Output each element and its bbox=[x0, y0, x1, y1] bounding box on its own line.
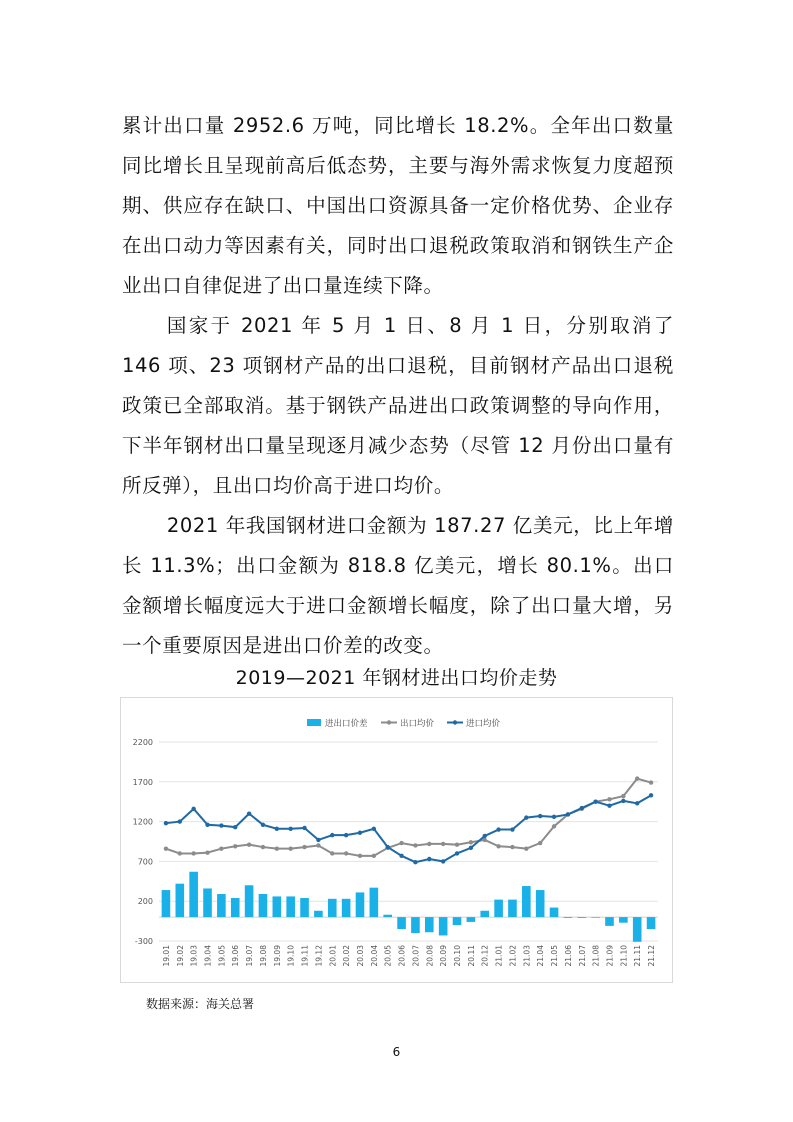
point-import-price bbox=[566, 812, 570, 816]
bar-price-gap bbox=[342, 899, 351, 917]
point-import-price bbox=[178, 819, 182, 823]
point-import-price bbox=[288, 827, 292, 831]
x-tick-label: 19.01 bbox=[161, 945, 171, 967]
data-source-note: 数据来源：海关总署 bbox=[146, 997, 255, 1011]
x-tick-label: 21.05 bbox=[550, 945, 560, 967]
bar-price-gap bbox=[189, 872, 198, 917]
point-import-price bbox=[441, 859, 445, 863]
bar-price-gap bbox=[633, 917, 642, 942]
x-tick-label: 20.10 bbox=[453, 945, 463, 967]
point-import-price bbox=[455, 851, 459, 855]
x-tick-label: 21.01 bbox=[494, 945, 504, 967]
point-import-price bbox=[607, 803, 611, 807]
bar-price-gap bbox=[259, 894, 268, 917]
point-export-price bbox=[469, 840, 473, 844]
x-tick-label: 19.02 bbox=[175, 945, 185, 967]
point-import-price bbox=[552, 815, 556, 819]
bar-price-gap bbox=[245, 885, 254, 917]
x-tick-label: 21.12 bbox=[647, 945, 657, 967]
point-import-price bbox=[427, 857, 431, 861]
bar-price-gap bbox=[467, 917, 476, 922]
bar-price-gap bbox=[480, 911, 489, 917]
point-import-price bbox=[593, 800, 597, 804]
x-tick-label: 19.10 bbox=[286, 945, 296, 967]
point-export-price bbox=[427, 842, 431, 846]
legend-label: 进出口价差 bbox=[325, 719, 368, 729]
x-tick-label: 20.02 bbox=[342, 945, 352, 967]
x-tick-label: 21.03 bbox=[522, 945, 532, 967]
x-tick-label: 20.03 bbox=[355, 945, 365, 967]
x-tick-label: 20.06 bbox=[397, 945, 407, 967]
point-export-price bbox=[219, 846, 223, 850]
x-tick-label: 21.10 bbox=[619, 945, 629, 967]
y-tick-label: 1700 bbox=[132, 777, 153, 787]
point-export-price bbox=[607, 797, 611, 801]
point-export-price bbox=[635, 776, 639, 780]
point-import-price bbox=[302, 826, 306, 830]
point-export-price bbox=[538, 841, 542, 845]
point-export-price bbox=[621, 794, 625, 798]
point-import-price bbox=[358, 831, 362, 835]
point-export-price bbox=[413, 843, 417, 847]
bar-price-gap bbox=[286, 896, 295, 917]
point-import-price bbox=[510, 827, 514, 831]
paragraph-3: 2021 年我国钢材进口金额为 187.27 亿美元，比上年增长 11.3%；出口金额为 818.8 亿美元，增长 80.1%。出口金额增长幅度远大于进口金额增长幅度，除了出口量大增，另一个重要原因是进出口价差的改变。 bbox=[122, 514, 674, 657]
point-export-price bbox=[649, 780, 653, 784]
x-tick-label: 19.05 bbox=[217, 945, 227, 967]
x-tick-label: 19.08 bbox=[258, 945, 268, 967]
x-tick-label: 20.05 bbox=[383, 945, 393, 967]
point-export-price bbox=[191, 851, 195, 855]
y-tick-label: 700 bbox=[137, 857, 153, 867]
bar-price-gap bbox=[314, 911, 323, 917]
point-export-price bbox=[316, 843, 320, 847]
point-export-price bbox=[524, 846, 528, 850]
bar-price-gap bbox=[536, 890, 545, 917]
point-import-price bbox=[399, 854, 403, 858]
point-import-price bbox=[621, 799, 625, 803]
point-import-price bbox=[219, 823, 223, 827]
bar-price-gap bbox=[494, 900, 503, 918]
point-import-price bbox=[413, 860, 417, 864]
bar-price-gap bbox=[175, 884, 184, 917]
point-import-price bbox=[191, 807, 195, 811]
point-import-price bbox=[649, 793, 653, 797]
bar-price-gap bbox=[231, 898, 240, 917]
paragraph-1: 累计出口量 2952.6 万吨，同比增长 18.2%。全年出口数量同比增长且呈现前高后低态势，主要与海外需求恢复力度超预期、供应存在缺口、中国出口资源具备一定价格优势、企业存在出口动力等因素有关，同时出口退税政策取消和钢铁生产企业出口自律促进了出口量连续下降。 bbox=[122, 114, 674, 297]
bar-price-gap bbox=[522, 886, 531, 917]
y-tick-label: 1200 bbox=[132, 817, 153, 827]
point-import-price bbox=[261, 823, 265, 827]
x-tick-label: 19.07 bbox=[245, 945, 255, 967]
bar-price-gap bbox=[273, 896, 282, 917]
bar-price-gap bbox=[508, 900, 517, 918]
point-export-price bbox=[275, 846, 279, 850]
point-export-price bbox=[233, 844, 237, 848]
page-number: 6 bbox=[392, 1045, 401, 1059]
legend-swatch-marker bbox=[387, 720, 391, 724]
x-tick-label: 19.11 bbox=[300, 945, 310, 967]
bar-price-gap bbox=[162, 890, 171, 917]
point-export-price bbox=[302, 845, 306, 849]
point-import-price bbox=[275, 827, 279, 831]
point-export-price bbox=[441, 842, 445, 846]
x-tick-label: 21.02 bbox=[508, 945, 518, 967]
point-import-price bbox=[330, 833, 334, 837]
point-export-price bbox=[455, 842, 459, 846]
x-tick-label: 21.09 bbox=[605, 945, 615, 967]
bar-price-gap bbox=[397, 917, 406, 929]
line-export-price bbox=[166, 779, 651, 856]
line-import-price bbox=[166, 795, 651, 862]
x-tick-label: 20.04 bbox=[369, 945, 379, 967]
point-export-price bbox=[496, 844, 500, 848]
bar-price-gap bbox=[647, 917, 656, 929]
x-tick-label: 20.01 bbox=[328, 945, 338, 967]
point-import-price bbox=[316, 838, 320, 842]
paragraph-2: 国家于 2021 年 5 月 1 日、8 月 1 日，分别取消了 146 项、23 项钢材产品的出口退税，目前钢材产品出口退税政策已全部取消。基于钢铁产品进出口政策调整的导向作用，下半年钢材出口量呈现逐月减少态势（尽管 12 月份出口量有所反弹），且出口均价高于进口均价。 bbox=[122, 314, 674, 497]
point-import-price bbox=[538, 814, 542, 818]
bar-price-gap bbox=[619, 917, 628, 923]
point-import-price bbox=[524, 815, 528, 819]
chart-frame bbox=[120, 697, 673, 983]
x-tick-label: 19.06 bbox=[231, 945, 241, 967]
x-tick-label: 21.04 bbox=[536, 945, 546, 967]
x-tick-label: 19.12 bbox=[314, 945, 324, 967]
bar-price-gap bbox=[425, 917, 434, 932]
legend-swatch-marker bbox=[453, 720, 457, 724]
point-import-price bbox=[344, 833, 348, 837]
legend-label: 进口均价 bbox=[466, 719, 501, 729]
point-import-price bbox=[233, 825, 237, 829]
point-export-price bbox=[288, 846, 292, 850]
bar-price-gap bbox=[203, 888, 212, 917]
bar-price-gap bbox=[356, 892, 365, 917]
bar-price-gap bbox=[605, 917, 614, 926]
point-export-price bbox=[247, 842, 251, 846]
x-tick-label: 21.08 bbox=[591, 945, 601, 967]
price-trend-chart bbox=[121, 698, 672, 982]
x-tick-label: 21.06 bbox=[563, 945, 573, 967]
bar-price-gap bbox=[328, 899, 337, 917]
point-export-price bbox=[330, 851, 334, 855]
point-import-price bbox=[372, 827, 376, 831]
bar-price-gap bbox=[577, 917, 586, 918]
bar-price-gap bbox=[564, 917, 573, 918]
bar-price-gap bbox=[453, 917, 462, 925]
bar-price-gap bbox=[550, 908, 559, 918]
x-tick-label: 21.11 bbox=[633, 945, 643, 967]
point-export-price bbox=[358, 854, 362, 858]
x-tick-label: 19.09 bbox=[272, 945, 282, 967]
point-import-price bbox=[164, 821, 168, 825]
point-import-price bbox=[205, 823, 209, 827]
point-export-price bbox=[372, 854, 376, 858]
bar-price-gap bbox=[591, 917, 600, 918]
y-tick-label: 200 bbox=[137, 897, 153, 907]
bar-price-gap bbox=[300, 898, 309, 917]
y-tick-label: 2200 bbox=[132, 738, 153, 747]
point-import-price bbox=[469, 846, 473, 850]
point-export-price bbox=[178, 851, 182, 855]
point-import-price bbox=[247, 811, 251, 815]
point-export-price bbox=[205, 850, 209, 854]
bar-price-gap bbox=[439, 917, 448, 935]
point-import-price bbox=[483, 834, 487, 838]
bar-price-gap bbox=[217, 894, 226, 917]
point-export-price bbox=[164, 846, 168, 850]
x-tick-label: 20.09 bbox=[439, 945, 449, 967]
bar-price-gap bbox=[411, 917, 420, 933]
point-import-price bbox=[635, 801, 639, 805]
legend-swatch-bar bbox=[307, 719, 321, 726]
point-import-price bbox=[496, 827, 500, 831]
x-tick-label: 20.08 bbox=[425, 945, 435, 967]
x-tick-label: 20.11 bbox=[466, 945, 476, 967]
point-import-price bbox=[580, 806, 584, 810]
x-tick-label: 19.03 bbox=[189, 945, 199, 967]
point-export-price bbox=[552, 824, 556, 828]
legend-label: 出口均价 bbox=[400, 719, 435, 729]
x-tick-label: 20.12 bbox=[480, 945, 490, 967]
bar-price-gap bbox=[383, 915, 392, 917]
x-tick-label: 21.07 bbox=[577, 945, 587, 967]
bar-price-gap bbox=[370, 888, 379, 917]
x-tick-label: 19.04 bbox=[203, 945, 213, 967]
point-export-price bbox=[399, 841, 403, 845]
y-tick-label: -300 bbox=[134, 937, 153, 946]
point-export-price bbox=[510, 845, 514, 849]
point-import-price bbox=[386, 845, 390, 849]
point-export-price bbox=[344, 851, 348, 855]
chart-title: 2019—2021 年钢材进出口均价走势 bbox=[235, 667, 558, 689]
point-export-price bbox=[261, 845, 265, 849]
x-tick-label: 20.07 bbox=[411, 945, 421, 967]
